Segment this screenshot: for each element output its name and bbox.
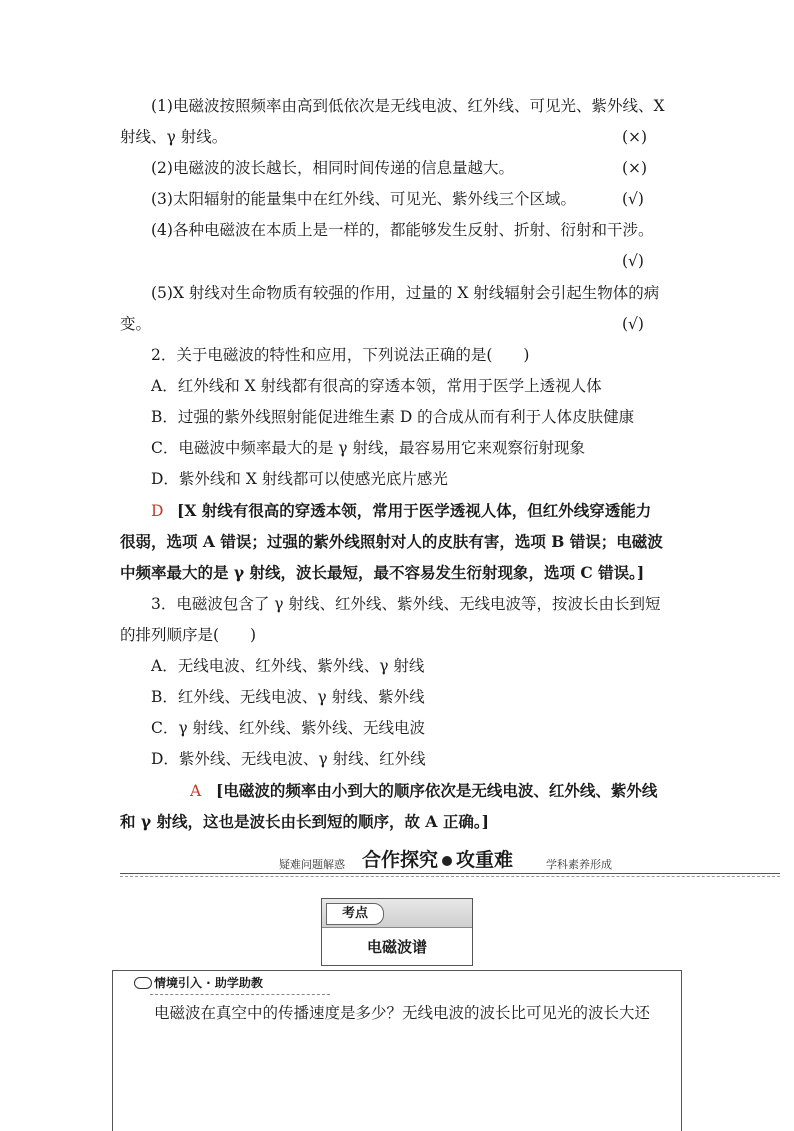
section-title-part-1: 合作探究: [362, 849, 439, 871]
section-divider-bottom: [120, 876, 780, 877]
question-3-explanation-line-2: 和 γ 射线，这也是波长由长到短的顺序，故 A 正确。]: [120, 812, 489, 831]
question-2-stem: 2．关于电磁波的特性和应用，下列说法正确的是( ): [151, 346, 530, 364]
statement-1-mark: (×): [622, 128, 648, 146]
question-2-answer: D: [151, 502, 164, 520]
question-3-answer: A: [190, 782, 202, 800]
question-3-option-a: A．无线电波、红外线、紫外线、γ 射线: [151, 657, 425, 675]
question-3-explanation-line-1: [电磁波的频率由小到大的顺序依次是无线电波、红外线、紫外线: [216, 781, 658, 800]
statement-1-line-2: 射线、γ 射线。: [120, 128, 228, 146]
topic-title: 电磁波谱: [366, 938, 427, 956]
question-2-option-d: D．紫外线和 X 射线都可以使感光底片感光: [151, 470, 448, 488]
topic-box: [321, 898, 473, 966]
section-title-part-2: 攻重难: [456, 849, 514, 871]
intro-label: 情境引入 · 助学助教: [154, 976, 263, 990]
section-left-caption: 疑难问题解惑: [279, 858, 345, 871]
section-right-caption: 学科素养形成: [546, 858, 612, 871]
statement-4: (4)各种电磁波在本质上是一样的，都能够发生反射、折射、衍射和干涉。: [151, 221, 654, 239]
topic-tag: 考点: [326, 903, 384, 925]
statement-5-line-2: 变。: [120, 315, 152, 333]
question-3-stem-line-1: 3．电磁波包含了 γ 射线、红外线、紫外线、无线电波等，按波长由长到短: [151, 595, 661, 613]
statement-5-line-1: (5)X 射线对生命物质有较强的作用，过量的 X 射线辐射会引起生物体的病: [151, 284, 660, 302]
question-2-explanation-line-2: 很弱，选项 A 错误；过强的紫外线照射对人的皮肤有害，选项 B 错误；电磁波: [120, 532, 663, 551]
question-3-option-b: B．红外线、无线电波、γ 射线、紫外线: [151, 688, 425, 706]
question-2-option-a: A．红外线和 X 射线都有很高的穿透本领，常用于医学上透视人体: [151, 377, 602, 395]
statement-3: (3)太阳辐射的能量集中在红外线、可见光、紫外线三个区域。: [151, 190, 576, 208]
statement-1-line-1: (1)电磁波按照频率由高到低依次是无线电波、红外线、可见光、紫外线、X: [151, 97, 665, 115]
question-3-option-c: C．γ 射线、红外线、紫外线、无线电波: [151, 719, 426, 737]
section-divider-top: [120, 873, 780, 874]
question-3-option-d: D．紫外线、无线电波、γ 射线、红外线: [151, 750, 426, 768]
arrow-circle-icon: [442, 856, 452, 866]
intro-label-underline: [150, 994, 330, 995]
question-2-option-b: B．过强的紫外线照射能促进维生素 D 的合成从而有利于人体皮肤健康: [151, 408, 635, 426]
reading-icon: [134, 977, 152, 989]
question-3-stem-line-2: 的排列顺序是( ): [120, 626, 257, 644]
statement-4-mark: (√): [622, 252, 644, 270]
statement-5-mark: (√): [622, 315, 644, 333]
statement-2-mark: (×): [622, 159, 648, 177]
intro-text: 电磁波在真空中的传播速度是多少？无线电波的波长比可见光的波长大还: [154, 1004, 651, 1022]
statement-3-mark: (√): [622, 190, 644, 208]
question-2-option-c: C．电磁波中频率最大的是 γ 射线，最容易用它来观察衍射现象: [151, 439, 585, 457]
question-2-explanation-line-1: [X 射线有很高的穿透本领，常用于医学透视人体，但红外线穿透能力: [177, 501, 652, 520]
topic-tab: [322, 899, 472, 928]
question-2-explanation-line-3: 中频率最大的是 γ 射线，波长最短，最不容易发生衍射现象，选项 C 错误。]: [120, 563, 645, 582]
statement-2: (2)电磁波的波长越长，相同时间传递的信息量越大。: [151, 159, 514, 177]
